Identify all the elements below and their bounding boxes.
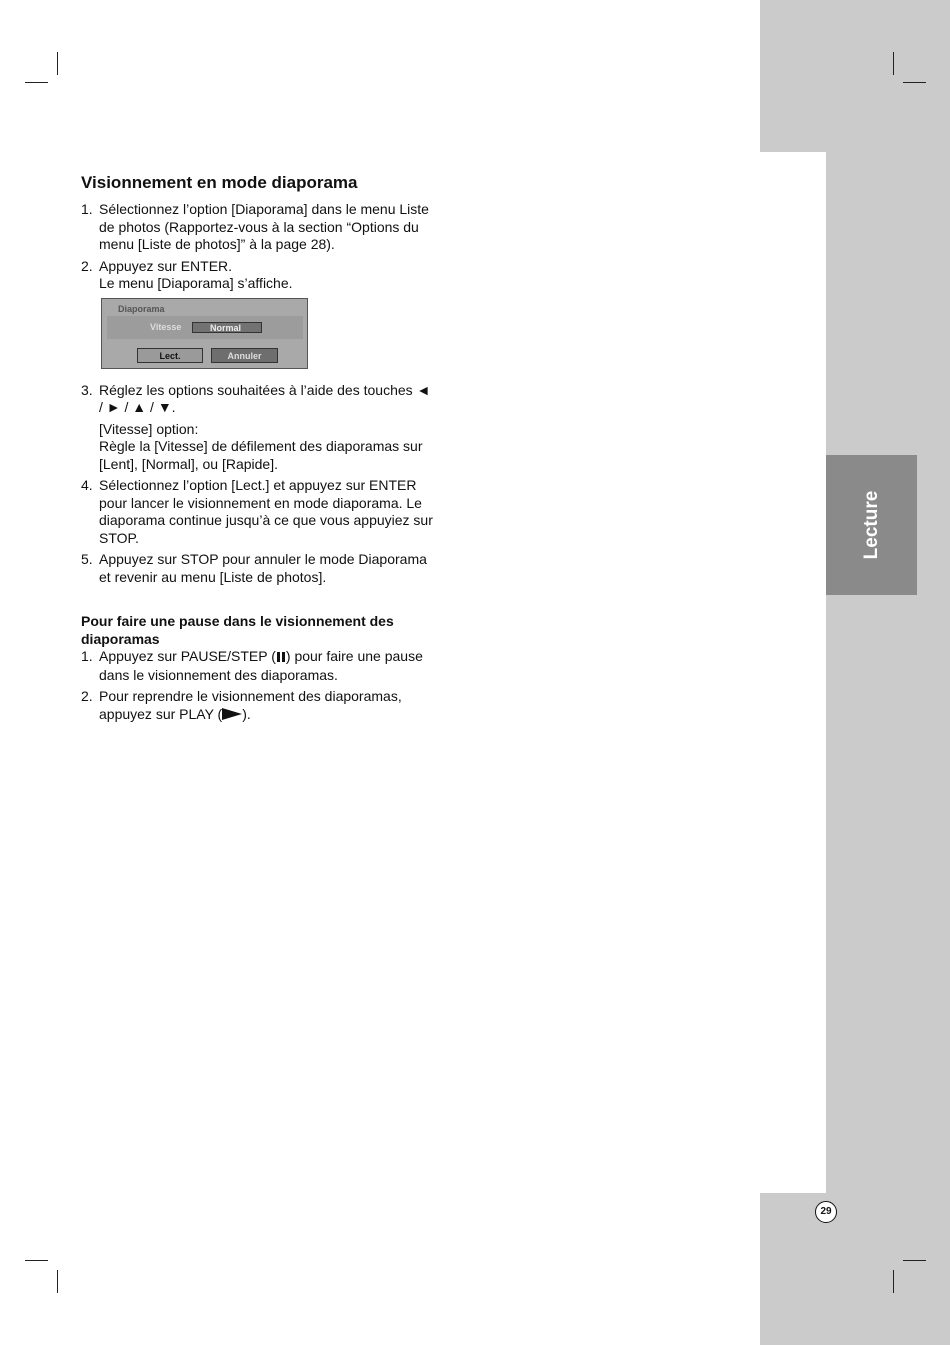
step-text: Réglez les options souhaitées à l’aide des touches ◄ / ► / ▲ / ▼. — [99, 381, 431, 415]
section-title: Visionnement en mode diaporama — [81, 173, 358, 192]
menu-label: Vitesse — [150, 321, 182, 332]
step-text: Pour reprendre le visionnement des diaporamas, appuyez sur PLAY ( — [99, 688, 402, 722]
step-text: Appuyez sur PAUSE/STEP ( — [99, 648, 276, 664]
menu-title: Diaporama — [118, 303, 165, 314]
crop-mark — [25, 82, 48, 83]
main-content — [81, 172, 433, 723]
page-number: 29 — [815, 1201, 837, 1223]
crop-mark — [57, 1270, 58, 1293]
step-number: 4. — [81, 477, 93, 493]
step-text: ). — [242, 705, 251, 722]
list-item — [81, 382, 433, 474]
step-number: 3. — [81, 381, 93, 398]
steps-list-cont — [81, 382, 433, 587]
step-text: Sélectionnez l’option [Diaporama] dans le menu Liste de photos (Rapportez-vous à la section “Options du menu [Liste de photos]” à la page 28). — [99, 201, 429, 252]
speed-select: Normal — [192, 322, 262, 333]
list-item — [81, 551, 433, 586]
pause-section-title: Pour faire une pause dans le visionnement des diaporamas — [81, 613, 394, 647]
diaporama-menu-screenshot — [101, 298, 308, 369]
play-button: Lect. — [137, 348, 203, 363]
pause-steps-list — [81, 648, 433, 723]
step-subtext: Le menu [Diaporama] s’affiche. — [99, 275, 293, 291]
steps-list — [81, 201, 433, 293]
list-item — [81, 201, 433, 254]
crop-mark — [903, 82, 926, 83]
pause-icon — [276, 649, 286, 667]
step-number: 1. — [81, 201, 93, 217]
margin-band-bottom — [760, 1193, 950, 1345]
cancel-button: Annuler — [211, 348, 278, 363]
crop-mark — [57, 52, 58, 75]
crop-mark — [25, 1260, 48, 1261]
play-icon — [222, 708, 242, 720]
step-text: Sélectionnez l’option [Lect.] et appuyez sur ENTER pour lancer le visionnement en mode diaporama. Le diaporama continue jusqu’à ce que vous appuyiez sur STOP. — [99, 477, 433, 546]
list-item — [81, 648, 433, 684]
list-item — [81, 258, 433, 293]
step-subtext: Règle la [Vitesse] de défilement des diaporamas sur [Lent], [Normal], ou [Rapide]. — [99, 438, 423, 472]
step-number: 2. — [81, 257, 93, 274]
step-subsection — [99, 421, 433, 474]
margin-band-top — [760, 0, 950, 152]
step-text: ) pour faire une pause dans le visionnement des diaporamas. — [99, 648, 423, 683]
crop-mark — [903, 1260, 926, 1261]
step-number: 2. — [81, 688, 93, 704]
step-number: 1. — [81, 648, 93, 664]
step-number: 5. — [81, 551, 93, 567]
chapter-tab — [826, 455, 917, 595]
list-item — [81, 477, 433, 547]
step-text: Appuyez sur ENTER. — [99, 257, 233, 274]
list-item — [81, 688, 433, 723]
margin-band — [826, 152, 950, 1193]
crop-mark — [893, 1270, 894, 1293]
step-text: Appuyez sur STOP pour annuler le mode Diaporama et revenir au menu [Liste de photos]. — [99, 551, 427, 585]
step-sublabel: [Vitesse] option: — [99, 420, 199, 437]
crop-mark — [893, 52, 894, 75]
menu-row-vitesse — [107, 316, 303, 339]
chapter-tab-label: Lecture — [860, 490, 882, 560]
